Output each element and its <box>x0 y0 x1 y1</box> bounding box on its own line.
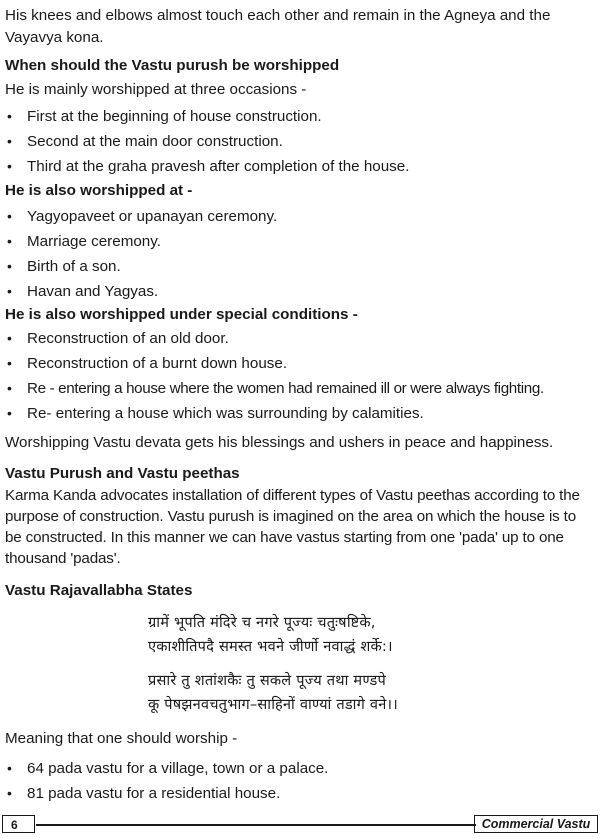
section-heading-rajavallabha: Vastu Rajavallabha States <box>5 582 193 599</box>
bullet-icon: • <box>7 760 12 776</box>
list-item: • Birth of a son. <box>0 254 600 279</box>
bullet-icon: • <box>7 158 12 174</box>
verse-line: ग्रामें भूपति मंदिरे च नगरे पूज्यः चतुःषष्टिके, <box>148 614 376 631</box>
list-item: • Re - entering a house where the women had remained ill or were always fighting. <box>0 376 600 401</box>
list-item: • Marriage ceremony. <box>0 229 600 254</box>
intro-paragraph: His knees and elbows almost touch each other and remain in the Agneya and the Vayavya kona. <box>5 7 551 46</box>
list-item: • First at the beginning of house construction. <box>0 104 600 129</box>
list-item: • Reconstruction of a burnt down house. <box>0 351 600 376</box>
list-item: • 64 pada vastu for a village, town or a palace. <box>0 756 600 781</box>
bullet-icon: • <box>7 108 12 124</box>
ceremonies-list <box>0 204 600 304</box>
pada-vastu-list <box>0 756 600 806</box>
verse-line: कू पेषझनवचतुभाग–साहिनों वाण्यां तडागे वने।। <box>148 695 398 713</box>
bullet-icon: • <box>7 785 12 801</box>
section-heading-when-worshipped: When should the Vastu purush be worshipped <box>5 57 340 74</box>
vastu-peethas-paragraph: Karma Kanda advocates installation of different types of Vastu peethas according to the purpose of construction. Vastu purush is imagined on the area on which the house is to be constructed. In this manner we can have vastus starting from one 'pada' up to one thousand 'padas'. <box>5 487 580 567</box>
special-conditions-list <box>0 326 600 426</box>
occasions-list <box>0 104 600 179</box>
list-item: • Second at the main door construction. <box>0 129 600 154</box>
footer-rule <box>36 824 476 826</box>
section-heading-also-worshipped: He is also worshipped at - <box>5 182 193 199</box>
bullet-icon: • <box>7 355 12 371</box>
sanskrit-verse <box>0 611 600 716</box>
book-title: Commercial Vastu <box>474 815 598 833</box>
section-lead-three-occasions: He is mainly worshipped at three occasions - <box>5 81 307 98</box>
list-item: • Yagyopaveet or upanayan ceremony. <box>0 204 600 229</box>
bullet-icon: • <box>7 258 12 274</box>
list-item: • Reconstruction of an old door. <box>0 326 600 351</box>
meaning-lead: Meaning that one should worship - <box>5 730 238 747</box>
verse-line: प्रसारे तु शतांशकैः तु सकले पूज्य तथा मण्डपे <box>148 672 386 689</box>
bullet-icon: • <box>7 133 12 149</box>
bullet-icon: • <box>7 208 12 224</box>
page-number: 6 <box>2 815 35 833</box>
list-item: • Havan and Yagyas. <box>0 279 600 304</box>
bullet-icon: • <box>7 283 12 299</box>
section-heading-special-conditions: He is also worshipped under special conditions - <box>5 306 358 323</box>
list-item: • Re- entering a house which was surrounding by calamities. <box>0 401 600 426</box>
bullet-icon: • <box>7 330 12 346</box>
blessing-paragraph: Worshipping Vastu devata gets his blessings and ushers in peace and happiness. <box>5 434 554 451</box>
list-item: • Third at the graha pravesh after completion of the house. <box>0 154 600 179</box>
page-footer <box>0 813 600 838</box>
verse-line: एकाशीतिपदै समस्त भवने जीर्णो नवाद्धं शर्के:। <box>148 637 393 655</box>
bullet-icon: • <box>7 380 12 396</box>
section-heading-vastu-peethas: Vastu Purush and Vastu peethas <box>5 465 240 482</box>
bullet-icon: • <box>7 233 12 249</box>
list-item: • 81 pada vastu for a residential house. <box>0 781 600 806</box>
bullet-icon: • <box>7 405 12 421</box>
